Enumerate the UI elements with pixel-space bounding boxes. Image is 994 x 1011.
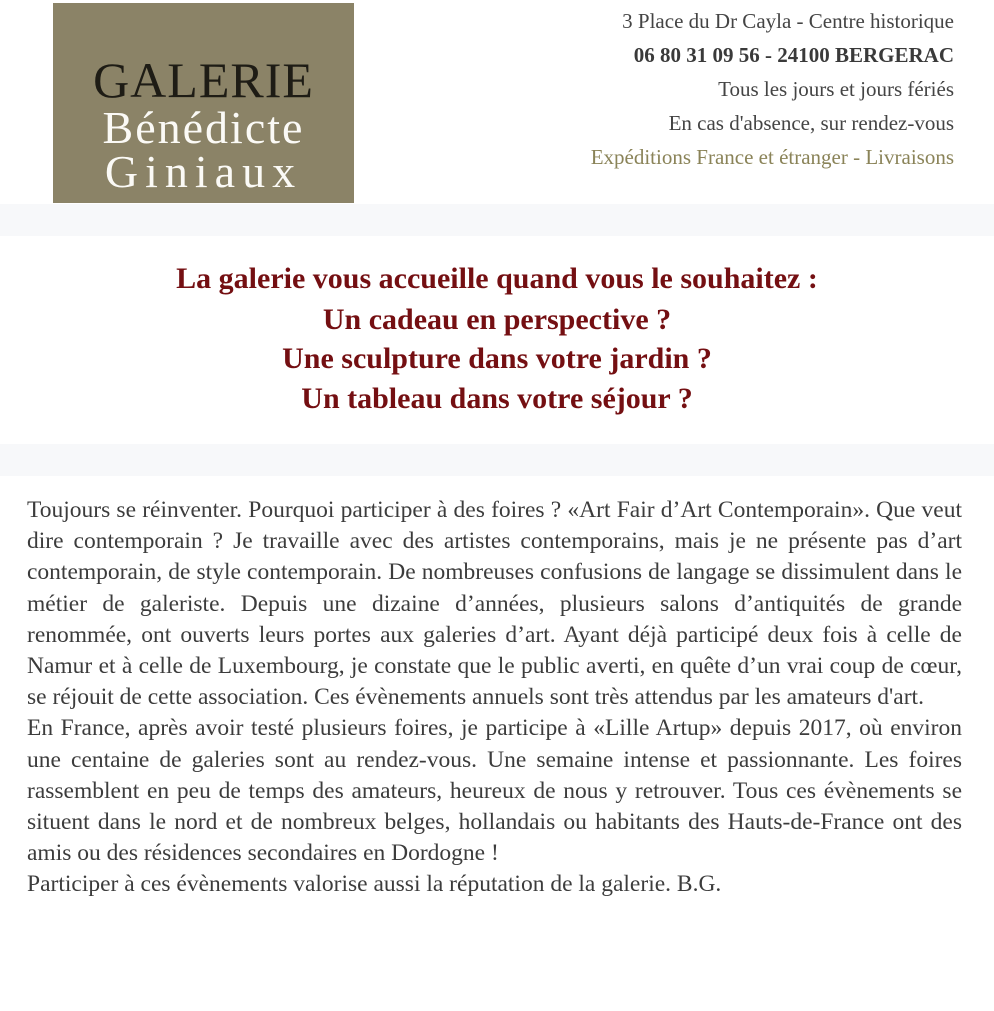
headline-line-4: Un tableau dans votre séjour ? (301, 382, 693, 415)
opening-hours-text: Tous les jours et jours fériés (718, 77, 954, 101)
shipping-text: Expéditions France et étranger - Livraisons (590, 145, 954, 169)
phone-city-text: 06 80 31 09 56 - 24100 BERGERAC (633, 43, 954, 67)
article-paragraph-3: Participer à ces évènements valorise aussi la réputation de la galerie. B.G. (27, 871, 722, 898)
gallery-logo[interactable] (53, 3, 354, 203)
contact-info (434, 4, 954, 174)
headline-band (0, 236, 994, 444)
logo-last-name-text: Giniaux (104, 146, 303, 197)
address-text: 3 Place du Dr Cayla - Centre historique (622, 9, 954, 33)
article-body (27, 495, 962, 901)
headline-line-3: Une sculpture dans votre jardin ? (282, 342, 712, 375)
article-section (0, 476, 994, 1011)
logo-first-name-text: Bénédicte (102, 102, 305, 153)
headline-line-1: La galerie vous accueille quand vous le souhaitez : (176, 262, 818, 295)
article-paragraph-2: En France, après avoir testé plusieurs foires, je participe à «Lille Artup» depuis 2017, où environ une centaine de galeries sont au rendez-vous. Une semaine intense et passionnante. Les foires rassemblent en peu de temps des amateurs, heureux de nous y retrouver. Tous ces évènements se situent dans le nord et de nombreux belges, hollandais ou habitants des Hauts-de-France ont des amis ou des résidences secondaires en Dordogne ! (27, 715, 962, 867)
logo-galerie-text: GALERIE (93, 52, 314, 108)
headline-line-2: Un cadeau en perspective ? (322, 303, 672, 336)
absence-note-text: En cas d'absence, sur rendez-vous (668, 111, 954, 135)
article-paragraph-1: Toujours se réinventer. Pourquoi participer à des foires ? «Art Fair d’Art Contemporain». Que veut dire contemporain ? Je travaille avec des artistes contemporains, mais je ne présente pas d’art contemporain, de style contemporain. De nombreuses confusions de langage se dissimulent dans le métier de galeriste. Depuis une dizaine d’années, plusieurs salons d’antiquités de grande renommée, ont ouverts leurs portes aux galeries d’art. Ayant déjà participé deux fois à celle de Namur et à celle de Luxembourg, je constate que le public averti, en quête d’un vrai coup de cœur, se réjouit de cette association. Ces évènements annuels sont très attendus par les amateurs d'art. (27, 497, 962, 711)
site-header (0, 0, 994, 204)
